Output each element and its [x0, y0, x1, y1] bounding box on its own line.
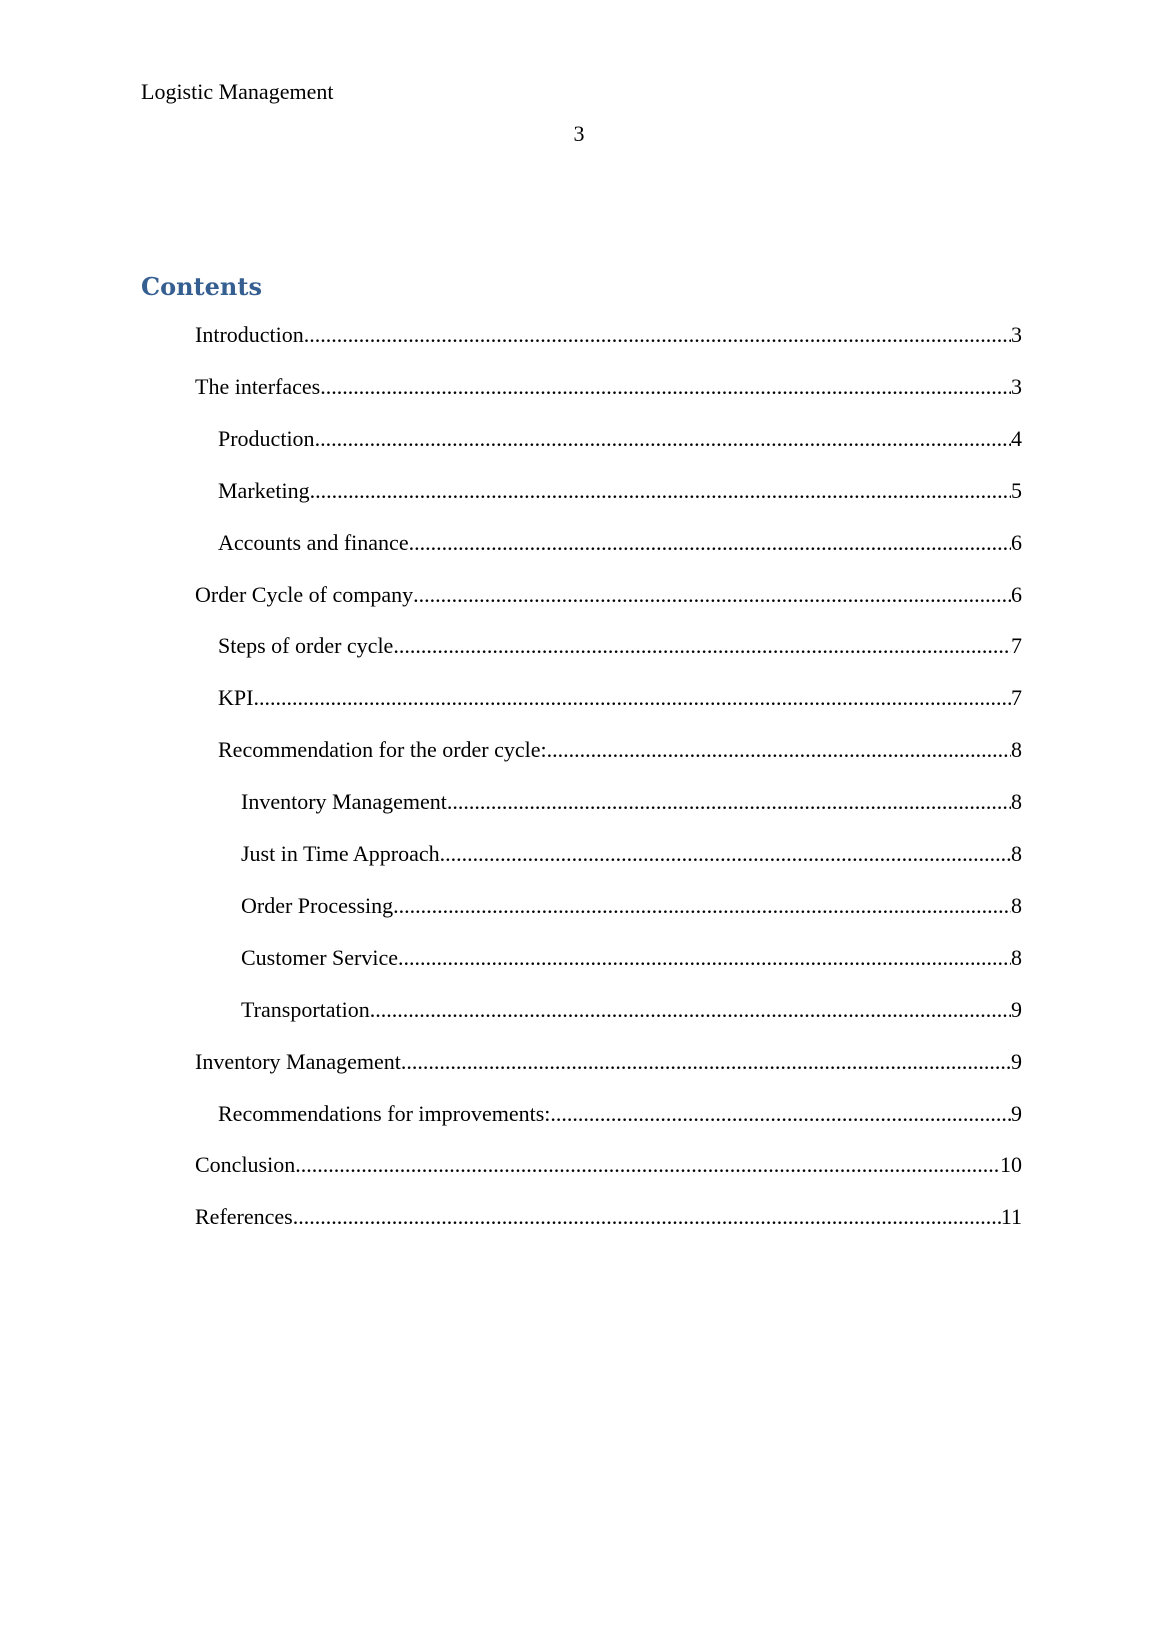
toc-entry-title: Introduction	[195, 322, 304, 347]
toc-entry-title: References	[195, 1204, 293, 1229]
toc-dot-leader	[401, 1047, 1011, 1077]
toc-entry[interactable]	[195, 1202, 1022, 1232]
toc-dot-leader	[393, 631, 1011, 661]
toc-entry-title: KPI	[218, 685, 254, 710]
toc-entry-title: Inventory Management	[195, 1049, 401, 1074]
toc-entry[interactable]	[218, 476, 1022, 506]
toc-dot-leader	[413, 580, 1011, 610]
toc-entry-title: Production	[218, 426, 315, 451]
toc-entry-page-number: 8	[1011, 945, 1022, 970]
toc-entry-page-number: 6	[1011, 530, 1022, 555]
toc-entry[interactable]	[195, 1047, 1022, 1077]
toc-entry[interactable]	[218, 735, 1022, 765]
toc-entry-title: Conclusion	[195, 1152, 296, 1177]
toc-entry-title: Accounts and finance	[218, 530, 409, 555]
toc-dot-leader	[370, 995, 1011, 1025]
toc-entry[interactable]	[241, 891, 1022, 921]
toc-entry[interactable]	[241, 943, 1022, 973]
toc-dot-leader	[310, 476, 1011, 506]
toc-entry-page-number: 6	[1011, 582, 1022, 607]
toc-entry[interactable]	[195, 372, 1022, 402]
toc-entry[interactable]	[241, 787, 1022, 817]
toc-entry-title: Marketing	[218, 478, 310, 503]
toc-dot-leader	[447, 787, 1011, 817]
toc-entry-title: Recommendation for the order cycle:	[218, 737, 547, 762]
toc-entry-page-number: 7	[1011, 633, 1022, 658]
toc-entry-title: Order Processing	[241, 893, 394, 918]
toc-entry-page-number: 9	[1011, 997, 1022, 1022]
toc-entry-title: The interfaces	[195, 374, 321, 399]
toc-entry-title: Recommendations for improvements:	[218, 1101, 551, 1126]
toc-entry-page-number: 10	[1000, 1152, 1022, 1177]
toc-entry[interactable]	[218, 631, 1022, 661]
toc-entry-page-number: 7	[1011, 685, 1022, 710]
toc-entry-title: Transportation	[241, 997, 370, 1022]
toc-entry-page-number: 4	[1011, 426, 1022, 451]
toc-entry-title: Order Cycle of company	[195, 582, 414, 607]
toc-entry-page-number: 3	[1011, 374, 1022, 399]
toc-entry-page-number: 8	[1011, 841, 1022, 866]
toc-entry[interactable]	[241, 839, 1022, 869]
toc-entry[interactable]	[195, 580, 1022, 610]
toc-dot-leader	[547, 735, 1011, 765]
toc-entry-title: Just in Time Approach	[241, 841, 440, 866]
toc-entry-title: Inventory Management	[241, 789, 447, 814]
toc-dot-leader	[315, 424, 1011, 454]
toc-entry[interactable]	[195, 1150, 1022, 1180]
toc-dot-leader	[295, 1150, 1000, 1180]
toc-dot-leader	[293, 1202, 1001, 1232]
running-header: Logistic Management	[141, 79, 334, 104]
toc-entry[interactable]	[195, 320, 1022, 350]
toc-dot-leader	[304, 320, 1011, 350]
page-number: 3	[573, 121, 585, 146]
toc-entry-page-number: 5	[1011, 478, 1022, 503]
toc-entry-page-number: 9	[1011, 1101, 1022, 1126]
toc-entry[interactable]	[218, 528, 1022, 558]
toc-dot-leader	[440, 839, 1011, 869]
toc-entry[interactable]	[241, 995, 1022, 1025]
toc-entry-page-number: 8	[1011, 789, 1022, 814]
toc-entry-title: Customer Service	[241, 945, 399, 970]
toc-entry-page-number: 11	[1000, 1204, 1022, 1229]
toc-entry[interactable]	[218, 424, 1022, 454]
toc-entry[interactable]	[218, 683, 1022, 713]
toc-entry-title: Steps of order cycle	[218, 633, 394, 658]
toc-dot-leader	[398, 943, 1011, 973]
toc-entry-page-number: 8	[1011, 737, 1022, 762]
toc-dot-leader	[320, 372, 1011, 402]
toc-dot-leader	[393, 891, 1011, 921]
toc-entry-page-number: 3	[1011, 322, 1022, 347]
toc-entry[interactable]	[218, 1099, 1022, 1129]
toc-entry-page-number: 8	[1011, 893, 1022, 918]
toc-dot-leader	[253, 683, 1011, 713]
toc-dot-leader	[409, 528, 1011, 558]
toc-entry-page-number: 9	[1011, 1049, 1022, 1074]
toc-dot-leader	[550, 1099, 1011, 1129]
toc-heading: Contents	[141, 272, 262, 301]
